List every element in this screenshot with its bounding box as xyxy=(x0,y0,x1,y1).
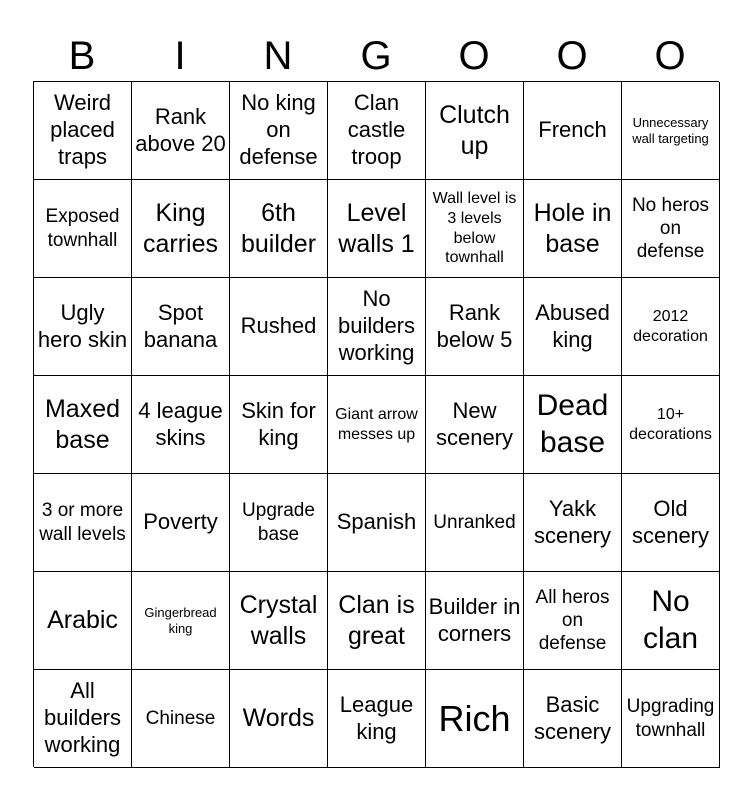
bingo-cell[interactable]: No builders working xyxy=(328,278,426,376)
bingo-cell[interactable]: Basic scenery xyxy=(524,670,622,768)
header-letter-b: B xyxy=(68,34,96,78)
bingo-cell[interactable]: Dead base xyxy=(524,376,622,474)
bingo-cell[interactable]: Builder in corners xyxy=(426,572,524,670)
bingo-cell[interactable]: Old scenery xyxy=(622,474,720,572)
bingo-cell[interactable]: Maxed base xyxy=(34,376,132,474)
bingo-cell[interactable]: Arabic xyxy=(34,572,132,670)
header-letter-o1: O xyxy=(458,34,490,78)
bingo-cell[interactable]: Clan castle troop xyxy=(328,82,426,180)
bingo-cell[interactable]: No heros on defense xyxy=(622,180,720,278)
bingo-cell[interactable]: Skin for king xyxy=(230,376,328,474)
bingo-cell[interactable]: All heros on defense xyxy=(524,572,622,670)
bingo-cell[interactable]: King carries xyxy=(132,180,230,278)
bingo-cell[interactable]: No clan xyxy=(622,572,720,670)
bingo-cell[interactable]: French xyxy=(524,82,622,180)
header-letter-n: N xyxy=(263,34,293,78)
bingo-cell[interactable]: Upgrade base xyxy=(230,474,328,572)
bingo-cell[interactable]: All builders working xyxy=(34,670,132,768)
bingo-cell[interactable]: Chinese xyxy=(132,670,230,768)
bingo-cell[interactable]: Spanish xyxy=(328,474,426,572)
bingo-cell[interactable]: Giant arrow messes up xyxy=(328,376,426,474)
bingo-cell[interactable]: Words xyxy=(230,670,328,768)
bingo-cell[interactable]: Hole in base xyxy=(524,180,622,278)
bingo-cell[interactable]: Unranked xyxy=(426,474,524,572)
bingo-cell[interactable]: League king xyxy=(328,670,426,768)
bingo-cell[interactable]: Clutch up xyxy=(426,82,524,180)
bingo-cell[interactable]: Wall level is 3 levels below townhall xyxy=(426,180,524,278)
bingo-cell[interactable]: Weird placed traps xyxy=(34,82,132,180)
bingo-cell[interactable]: Spot banana xyxy=(132,278,230,376)
bingo-cell[interactable]: Rank above 20 xyxy=(132,82,230,180)
bingo-cell[interactable]: Unnecessary wall targeting xyxy=(622,82,720,180)
bingo-cell[interactable]: Abused king xyxy=(524,278,622,376)
bingo-cell[interactable]: Rich xyxy=(426,670,524,768)
bingo-cell[interactable]: No king on defense xyxy=(230,82,328,180)
header-letter-g: G xyxy=(360,34,392,78)
bingo-cell[interactable]: 3 or more wall levels xyxy=(34,474,132,572)
bingo-cell[interactable]: Gingerbread king xyxy=(132,572,230,670)
bingo-board xyxy=(33,81,719,767)
bingo-cell[interactable]: 10+ decorations xyxy=(622,376,720,474)
header-letter-o2: O xyxy=(556,34,588,78)
bingo-cell[interactable]: New scenery xyxy=(426,376,524,474)
bingo-cell[interactable]: 6th builder xyxy=(230,180,328,278)
bingo-cell[interactable]: 4 league skins xyxy=(132,376,230,474)
bingo-cell[interactable]: Exposed townhall xyxy=(34,180,132,278)
bingo-cell[interactable]: Rank below 5 xyxy=(426,278,524,376)
bingo-cell[interactable]: Crystal walls xyxy=(230,572,328,670)
bingo-cell[interactable]: Ugly hero skin xyxy=(34,278,132,376)
bingo-cell[interactable]: Upgrading townhall xyxy=(622,670,720,768)
bingo-cell[interactable]: Yakk scenery xyxy=(524,474,622,572)
bingo-cell[interactable]: Poverty xyxy=(132,474,230,572)
bingo-header xyxy=(33,30,719,82)
bingo-cell[interactable]: Clan is great xyxy=(328,572,426,670)
header-letter-o3: O xyxy=(654,34,686,78)
bingo-cell[interactable]: Level walls 1 xyxy=(328,180,426,278)
header-letter-i: I xyxy=(174,34,186,78)
bingo-cell[interactable]: 2012 decoration xyxy=(622,278,720,376)
bingo-cell[interactable]: Rushed xyxy=(230,278,328,376)
